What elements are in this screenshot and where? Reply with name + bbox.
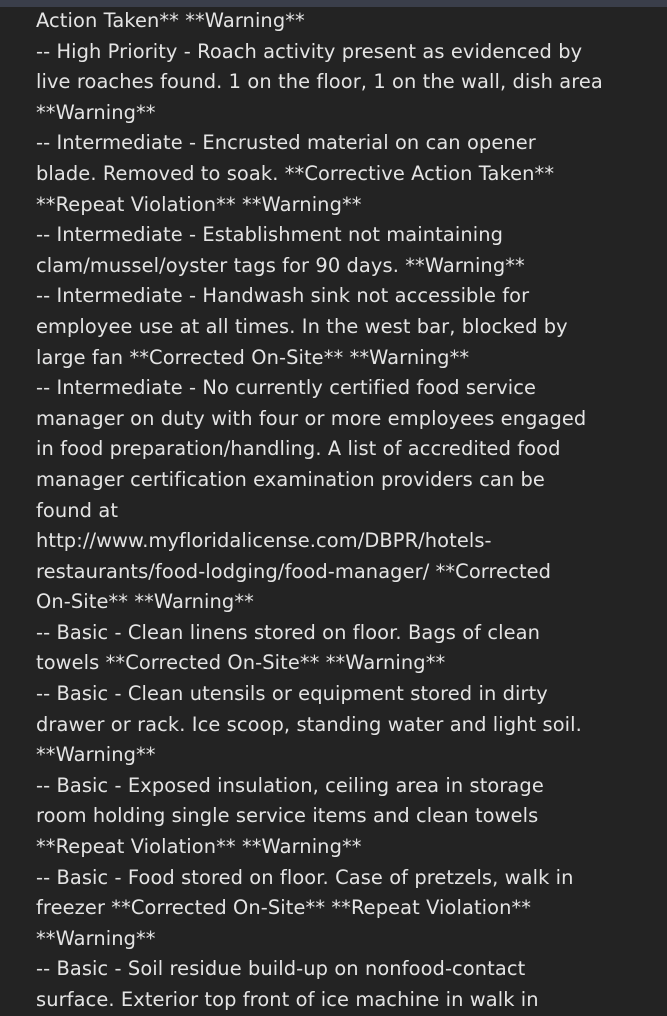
text-line: room holding single service items and clean towels bbox=[36, 804, 539, 828]
text-line: Action Taken** **Warning** bbox=[36, 9, 305, 32]
text-line: blade. Removed to soak. **Corrective Action Taken** bbox=[36, 161, 555, 185]
text-line: **Warning** bbox=[36, 743, 156, 767]
text-line: -- Intermediate - Encrusted material on can opener bbox=[36, 131, 536, 155]
text-line: manager certification examination providers can be bbox=[36, 467, 545, 491]
text-line: -- Intermediate - Handwash sink not accessible for bbox=[36, 284, 530, 308]
text-line: in food preparation/handling. A list of accredited food bbox=[36, 437, 561, 461]
inspection-text bbox=[36, 6, 636, 1016]
text-line: **Warning** bbox=[36, 926, 156, 950]
text-line: -- Basic - Food stored on floor. Case of pretzels, walk in bbox=[36, 865, 574, 889]
link-text[interactable]: http://www.myfloridalicense.com/DBPR/hotels- bbox=[36, 529, 492, 553]
text-line: -- High Priority - Roach activity present as evidenced by bbox=[36, 39, 583, 63]
text-line: large fan **Corrected On-Site** **Warning** bbox=[36, 345, 470, 369]
text-line: -- Intermediate - Establishment not maintaining bbox=[36, 223, 503, 247]
text-line: freezer **Corrected On-Site** **Repeat Violation** bbox=[36, 896, 532, 920]
text-line: -- Basic - Clean utensils or equipment stored in dirty bbox=[36, 682, 548, 706]
text-line: towels **Corrected On-Site** **Warning** bbox=[36, 651, 446, 675]
text-line: live roaches found. 1 on the floor, 1 on the wall, dish area bbox=[36, 70, 603, 94]
text-line: -- Basic - Clean linens stored on floor. Bags of clean bbox=[36, 620, 541, 644]
text-line: On-Site** **Warning** bbox=[36, 590, 254, 614]
text-line: found at bbox=[36, 498, 119, 522]
text-line: -- Intermediate - No currently certified food service bbox=[36, 376, 537, 400]
text-line: -- Basic - Soil residue build-up on nonfood-contact bbox=[36, 957, 526, 981]
text-line: surface. Exterior top front of ice machine in walk in bbox=[36, 988, 539, 1011]
text-line: **Warning** bbox=[36, 100, 156, 124]
text-line: drawer or rack. Ice scoop, standing water and light soil. bbox=[36, 712, 582, 736]
link-text[interactable]: restaurants/food-lodging/food-manager/ **Corrected bbox=[36, 559, 552, 583]
text-line: clam/mussel/oyster tags for 90 days. **Warning** bbox=[36, 253, 525, 277]
text-line: **Repeat Violation** **Warning** bbox=[36, 835, 362, 859]
text-line: -- Basic - Exposed insulation, ceiling area in storage bbox=[36, 773, 544, 797]
text-line: employee use at all times. In the west bar, blocked by bbox=[36, 314, 568, 338]
text-line: **Repeat Violation** **Warning** bbox=[36, 192, 362, 216]
text-line: manager on duty with four or more employees engaged bbox=[36, 406, 587, 430]
